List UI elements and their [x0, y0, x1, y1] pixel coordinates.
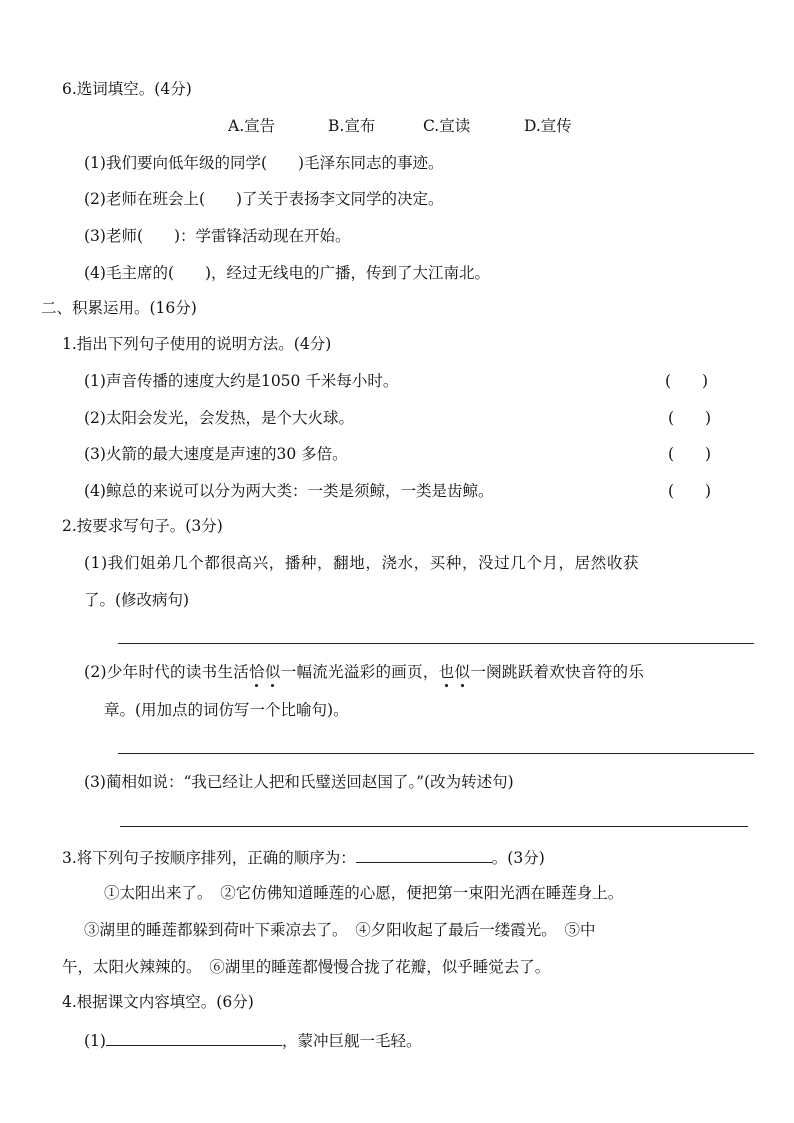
- q4-item-1-number: (1): [84, 1032, 106, 1050]
- q6-item-2: (2)老师在班会上( )了关于表扬李文同学的决定。: [84, 190, 444, 208]
- q6-title: 6.选词填空。(4分): [62, 80, 192, 98]
- q4-item-1-text: ，蒙冲巨舰一毛轻。: [281, 1032, 422, 1050]
- q6-item-1: (1)我们要向低年级的同学( )毛泽东同志的事迹。: [84, 154, 444, 172]
- q4-item-1: [84, 1029, 421, 1051]
- q3-line-3: 午，太阳火辣辣的。 ⑥湖里的睡莲都慢慢合拢了花瓣，似乎睡觉去了。: [62, 958, 551, 976]
- q1-answer-4[interactable]: ( ): [668, 482, 712, 500]
- q2-item-2-text-b: 一幅流光溢彩的画页，: [280, 663, 439, 681]
- q6-option-d: D.宣传: [524, 117, 572, 135]
- q2-item-2-answer-line[interactable]: [118, 753, 754, 754]
- q2-item-1-line-1: (1)我们姐弟几个都很高兴，播种，翻地，浇水，买种，没过几个月，居然收获: [84, 554, 640, 572]
- q2-item-2-line-1: [84, 662, 644, 682]
- q1-title: 1.指出下列句子使用的说明方法。(4分): [62, 335, 332, 353]
- q3-line-1: ①太阳出来了。 ②它仿佛知道睡莲的心愿，便把第一束阳光洒在睡莲身上。: [104, 884, 624, 902]
- q3-title: [62, 846, 545, 868]
- q2-item-1-answer-line[interactable]: [118, 643, 754, 644]
- q6-item-3: (3)老师( )：学雷锋活动现在开始。: [84, 227, 351, 245]
- q6-option-b: B.宣布: [328, 117, 376, 135]
- emphasis-dot-char: 似: [454, 663, 471, 681]
- q2-item-2-text-c: 一阕跳跃着欢快音符的乐: [470, 663, 645, 681]
- q1-answer-1[interactable]: ( ): [665, 372, 709, 390]
- q2-item-3: (3)蔺相如说：“我已经让人把和氏璧送回赵国了。”(改为转述句): [84, 773, 514, 791]
- q1-item-2: (2)太阳会发光，会发热，是个大火球。: [84, 409, 354, 427]
- q1-item-3: (3)火箭的最大速度是声速的30 多倍。: [84, 445, 348, 463]
- emphasis-dot-char: 恰: [249, 663, 265, 681]
- q2-item-1-line-2: 了。(修改病句): [84, 591, 190, 609]
- emphasis-dot-char: 也: [438, 663, 455, 681]
- q3-line-2: ③湖里的睡莲都躲到荷叶下乘凉去了。 ④夕阳收起了最后一缕霞光。 ⑤中: [84, 921, 596, 939]
- q1-item-1: (1)声音传播的速度大约是1050 千米每小时。: [84, 372, 399, 390]
- q2-title: 2.按要求写句子。(3分): [62, 517, 223, 535]
- q3-title-b: 。(3分): [491, 849, 545, 867]
- q3-title-a: 3.将下列句子按顺序排列，正确的顺序为：: [62, 849, 356, 867]
- q1-item-4: (4)鲸总的来说可以分为两大类：一类是须鲸，一类是齿鲸。: [84, 482, 494, 500]
- section-2-title: 二、积累运用。(16分): [41, 299, 197, 317]
- q1-answer-2[interactable]: ( ): [668, 409, 712, 427]
- q3-answer-blank[interactable]: [356, 846, 492, 863]
- q4-title: 4.根据课文内容填空。(6分): [62, 993, 254, 1011]
- q6-item-4: (4)毛主席的( )，经过无线电的广播，传到了大江南北。: [84, 264, 491, 282]
- q6-option-c: C.宣读: [423, 117, 471, 135]
- q2-item-3-answer-line[interactable]: [120, 826, 748, 827]
- emphasis-dot-char: 似: [264, 663, 281, 681]
- q2-item-2-text-a: (2)少年时代的读书生活: [84, 663, 250, 681]
- q6-option-a: A.宣告: [228, 117, 276, 135]
- q1-answer-3[interactable]: ( ): [668, 445, 712, 463]
- q2-item-2-line-2: 章。(用加点的词仿写一个比喻句)。: [104, 701, 349, 719]
- q4-item-1-blank[interactable]: [106, 1029, 282, 1046]
